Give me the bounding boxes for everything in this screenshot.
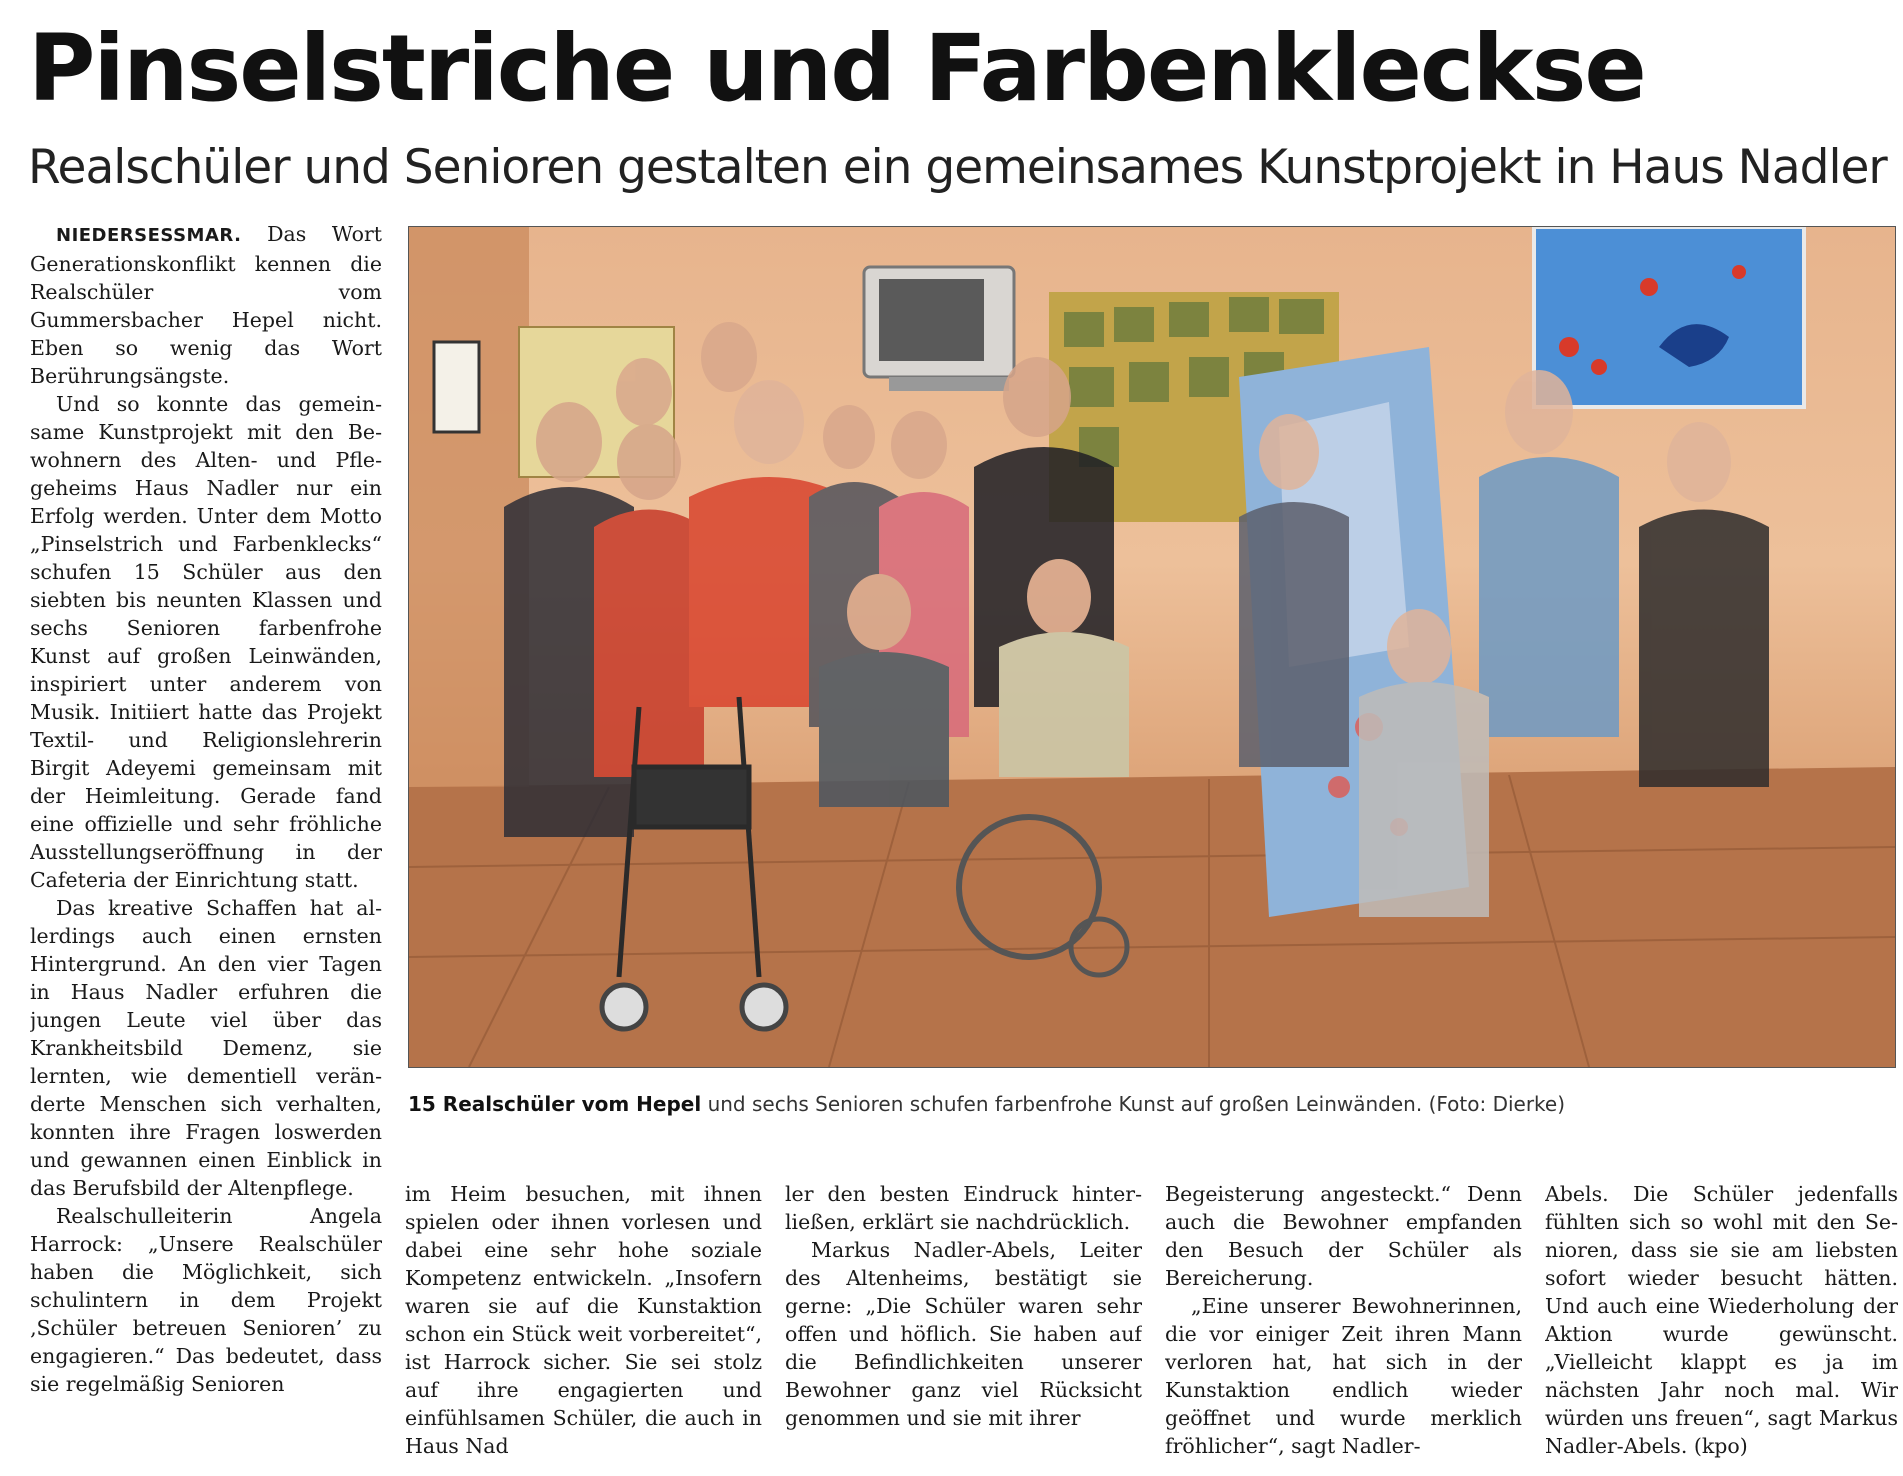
- article-paragraph: Begeisterung angesteckt.“ Denn auch die Bewohner empfanden den Besuch der Schüler als Bereicherung.: [1165, 1182, 1522, 1290]
- wall-frame: [434, 342, 479, 432]
- group-photo-illustration: [409, 227, 1895, 1067]
- painting-blue: [1534, 227, 1804, 407]
- article-paragraph: Markus Nadler-Abels, Leiter des Altenheims, bestätigt sie gerne: „Die Schüler waren sehr offen und höflich. Sie haben auf die Befindlichkeiten unserer Bewohner ganz viel Rücksicht genommen und sie mit ihrer: [785, 1238, 1142, 1430]
- article-column-4: [1165, 1180, 1522, 1470]
- tv-screen: [879, 279, 984, 361]
- article-paragraph: Realschulleiterin Angela Harrock: „Unsere Realschüler haben die Möglichkeit, sich schulintern in dem Projekt ‚Schüler betreuen Senioren’ zu engagieren.“ Das bedeutet, dass sie regelmäßig Senioren: [30, 1204, 382, 1396]
- photo-caption: [408, 1090, 1894, 1118]
- caption-text: und sechs Senioren schufen farbenfrohe Kunst auf großen Leinwänden. (Foto: Dierke): [701, 1092, 1566, 1116]
- caption-bold: 15 Realschüler vom Hepel: [408, 1092, 702, 1116]
- article-paragraph: „Eine unserer Bewohnerinnen, die vor einiger Zeit ihren Mann verloren hat, hat sich in der Kunstaktion endlich wieder geöffnet und wurde merklich fröhlicher“, sagt Nadler-: [1165, 1294, 1522, 1458]
- article-paragraph: [30, 220, 382, 390]
- article-column-1: [30, 220, 382, 1460]
- article-paragraph: ler den besten Eindruck hinterließen, erklärt sie nachdrücklich.: [785, 1182, 1142, 1234]
- subheadline: Realschüler und Senioren gestalten ein gemeinsames Kunstprojekt in Haus Nadler: [28, 140, 1887, 195]
- article-column-3: [785, 1180, 1142, 1470]
- paragraph-text: Das Wort Generationskonflikt kennen die Realschüler vom Gummersbacher Hepel nicht. Eben so wenig das Wort Berührungsängste.: [30, 222, 382, 388]
- article-paragraph: Abels. Die Schüler jedenfalls fühlten sich so wohl mit den Senioren, dass sie sie am liebsten sofort wieder besucht hätten. Und auch eine Wiederholung der Aktion wurde gewünscht. „Vielleicht klappt es ja im nächsten Jahr noch mal. Wir würden uns freuen“, sagt Markus Nadler-Abels. (kpo): [1545, 1182, 1898, 1458]
- article-paragraph: Und so konnte das gemeinsame Kunstprojekt mit den Bewohnern des Alten- und Pflegeheims Haus Nadler nur ein Erfolg werden. Unter dem Motto „Pinselstrich und Farbenklecks“ schufen 15 Schüler aus den siebten bis neunten Klassen und sechs Senioren farbenfrohe Kunst auf großen Leinwänden, inspiriert unter anderem von Musik. Initiiert hatte das Projekt Textil- und Religionslehrerin Birgit Adeyemi gemeinsam mit der Heimleitung. Gerade fand eine offizielle und sehr fröhliche Ausstellungseröffnung in der Cafeteria der Einrichtung statt.: [30, 392, 382, 892]
- article-column-5: [1545, 1180, 1898, 1470]
- article-photo: [408, 226, 1896, 1068]
- article-paragraph: Das kreative Schaffen hat allerdings auch einen ernsten Hintergrund. An den vier Tagen in Haus Nadler erfuhren die jungen Leute viel über das Krankheitsbild Demenz, sie lernten, wie dementiell veränderte Menschen sich verhalten, konnten ihre Fragen loswerden und gewannen einen Einblick in das Berufsbild der Altenpflege.: [30, 896, 382, 1200]
- headline: Pinselstriche und Farbenkleckse: [28, 15, 1645, 122]
- article-paragraph: im Heim besuchen, mit ihnen spielen oder ihnen vorlesen und dabei eine sehr hohe soziale Kompetenz entwickeln. „Insofern waren sie auf die Kunstaktion schon ein Stück weit vorbereitet“, ist Harrock sicher. Sie sei stolz auf ihre engagierten und einfühlsamen Schüler, die auch in Haus Nad: [405, 1182, 762, 1458]
- dateline: NIEDERSESSMAR.: [56, 225, 242, 246]
- article-column-2: [405, 1180, 762, 1470]
